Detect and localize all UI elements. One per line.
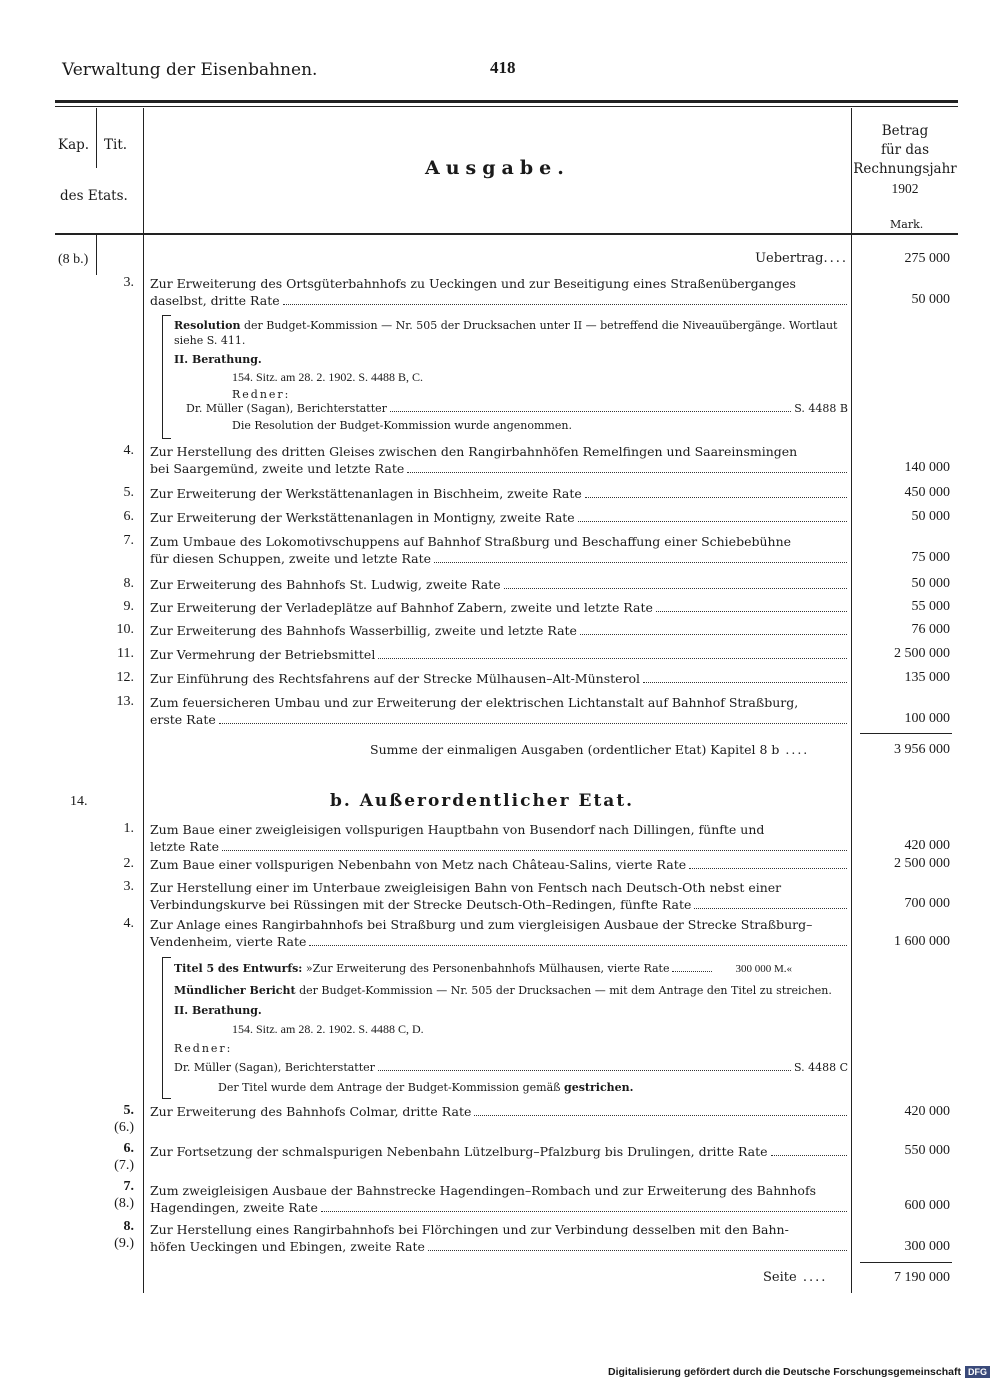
item-amount: 420 000 [904,838,950,853]
item-amount: 600 000 [904,1198,950,1213]
item-text-line2: Vendenheim, vierte Rate [150,934,307,949]
item-amount: 420 000 [904,1104,950,1119]
item-num: 3. [123,879,134,894]
resolution-beratung: II. Berathung. [174,353,262,366]
item-text-line2: letzte Rate [150,839,219,854]
item-text-line1: Zur Erweiterung der Verladeplätze auf Bahnhof Zabern, zweite und letzte Rate [150,600,653,615]
item-text-line2: Verbindungskurve bei Rüssingen mit der Strecke Deutsch-Oth–Redingen, fünfte Rate [150,897,692,912]
seite-row: Seite .... [763,1270,828,1285]
resolution-redner: Redner: [232,388,291,401]
col-header-ausgabe: Ausgabe. [425,157,570,179]
header-separator [55,233,958,235]
item-text [150,1221,850,1255]
item-text-line1: Zur Herstellung eines Rangirbahnhofs bei Flörchingen und zur Verbindung desselben mit den Bahn- [150,1222,789,1237]
item-text-line2: Hagendingen, zweite Rate [150,1200,318,1215]
item-text [150,670,850,687]
note-result [218,1080,633,1095]
seite-rule [860,1262,952,1263]
item-text-line1: Zur Fortsetzung der schmalspurigen Nebenbahn Lützelburg–Pfalzburg bis Drulingen, dritte Rate [150,1144,768,1159]
item-num: 7. [123,533,134,548]
top-rule-thick [55,100,958,103]
item-num: 11. [117,646,134,661]
uebertrag-label: Uebertrag [755,251,824,266]
col-header-des-etats: des Etats. [60,188,128,204]
item-num: 1. [123,821,134,836]
uebertrag-row: Uebertrag .... [755,251,848,266]
resolution-sitzung: 154. Sitz. am 28. 2. 1902. S. 4488 B, C. [232,370,424,384]
item-text [150,622,850,639]
resolution-speaker-page: S. 4488 B [794,402,848,415]
item-text [150,509,850,526]
item-amount: 76 000 [911,622,950,637]
item-num: 8. [123,1219,134,1234]
item-num: 6. [123,1141,134,1156]
amount-header-line2: für das [880,142,930,158]
titel-note-row [174,961,846,977]
note-speaker: Dr. Müller (Sagan), Berichterstatter [174,1061,375,1074]
item-text-line1: Zur Anlage eines Rangirbahnhofs bei Straßburg und zum viergleisigen Ausbaue der Strecke Straßburg– [150,917,813,932]
note-redner: Redner: [174,1042,233,1055]
item-num: 13. [116,694,134,709]
resolution-speaker-row [186,401,848,416]
note-bracket [162,315,171,439]
note-beratung: II. Berathung. [174,1004,262,1017]
resolution-note [174,318,846,348]
item-text [150,879,850,913]
item-amount: 2 500 000 [894,646,950,661]
item-sub-num: (8.) [114,1196,134,1211]
running-header-title: Verwaltung der Eisenbahnen. [62,60,318,80]
summe-label: Summe der einmaligen Ausgaben (ordentlicher Etat) Kapitel 8 b [370,742,780,757]
digitization-footer [608,1366,990,1378]
resolution-result: Die Resolution der Budget-Kommission wurde angenommen. [232,419,572,432]
amount-header-line3: Rechnungsjahr [853,161,957,177]
note-result-bold: gestrichen. [564,1081,634,1094]
item-num: 5. [123,1103,134,1118]
item-text-line2: erste Rate [150,712,216,727]
top-rule-thin [55,106,958,107]
item-text-line1: Zur Erweiterung des Bahnhofs Colmar, dritte Rate [150,1104,472,1119]
item-text-line2: für diesen Schuppen, zweite und letzte Rate [150,551,432,566]
summe-row: Summe der einmaligen Ausgaben (ordentlicher Etat) Kapitel 8 b .... [370,742,810,757]
page-number: 418 [490,58,516,77]
item-text [150,576,850,593]
item-amount: 75 000 [911,550,950,565]
tit-main-divider [143,108,144,1293]
item-num: 12. [116,670,134,685]
bericht-label: Mündlicher Bericht [174,984,296,997]
amount-header-year: 1902 [891,181,919,196]
item-text [150,821,850,855]
note-speaker-row [174,1060,848,1075]
item-text-line1: Zur Erweiterung der Werkstättenanlagen in Montigny, zweite Rate [150,510,575,525]
item-amount: 50 000 [911,509,950,524]
item-text [150,1182,850,1216]
kap-14: 14. [70,794,88,809]
col-header-kap: Kap. [58,137,90,153]
seite-amount: 7 190 000 [894,1270,950,1285]
item-text [150,533,850,567]
item-sub-num: (9.) [114,1236,134,1251]
item-sub-num: (6.) [114,1120,134,1135]
bericht-text: der Budget-Kommission — Nr. 505 der Drucksachen — mit dem Antrage den Titel zu streichen. [299,984,832,997]
item-amount: 100 000 [904,711,950,726]
titel-amount: 300 000 M.« [735,963,793,975]
item-text-line1: Zur Herstellung des dritten Gleises zwischen den Rangirbahnhöfen Remelfingen und Saareinsmingen [150,444,798,459]
item-num: 7. [123,1179,134,1194]
item-text-line1: Zur Erweiterung der Werkstättenanlagen in Bischheim, zweite Rate [150,486,582,501]
item-text-line1: Zur Einführung des Rechtsfahrens auf der Strecke Mülhausen–Alt-Münsterol [150,671,641,686]
uebertrag-amount: 275 000 [904,251,950,266]
item-num: 5. [123,485,134,500]
item-text-line1: Zur Vermehrung der Betriebsmittel [150,647,376,662]
resolution-speaker: Dr. Müller (Sagan), Berichterstatter [186,402,387,415]
item-text-line1: Zur Erweiterung des Ortsgüterbahnhofs zu Ueckingen und zur Beseitigung eines Straßenüberganges [150,276,796,291]
item-num: 4. [123,443,134,458]
item-amount: 300 000 [904,1239,950,1254]
titel-text: »Zur Erweiterung des Personenbahnhofs Mülhausen, vierte Rate [305,962,670,975]
amount-unit: Mark. [890,218,924,231]
item-text-line1: Zur Erweiterung des Bahnhofs St. Ludwig, zweite Rate [150,577,501,592]
item-num: 2. [123,856,134,871]
resolution-text: der Budget-Kommission — Nr. 505 der Drucksachen unter II — betreffend die Niveauübergänge. Wortlaut siehe S. 411. [174,319,838,347]
item-amount: 55 000 [911,599,950,614]
item-text [150,916,850,950]
item-text [150,694,850,728]
item-text-line1: Zum Baue einer zweigleisigen vollspurigen Hauptbahn von Busendorf nach Dillingen, fünfte und [150,822,765,837]
sum-rule [860,733,952,734]
col-header-amount [852,122,958,198]
kap-8b: (8 b.) [58,252,89,267]
item-text-line1: Zum Baue einer vollspurigen Nebenbahn von Metz nach Château-Salins, vierte Rate [150,857,687,872]
item-amount: 550 000 [904,1143,950,1158]
note-bracket [162,957,171,1099]
footer-text: Digitalisierung gefördert durch die Deutsche Forschungsgemeinschaft [608,1366,961,1378]
item-text [150,856,850,873]
item-amount: 450 000 [904,485,950,500]
amount-header-line1: Betrag [881,123,929,139]
item-num: 3. [123,275,134,290]
item-text [150,275,850,309]
seite-label: Seite [763,1270,797,1285]
item-text [150,1143,850,1160]
kap-tit-divider-body [96,235,97,275]
item-amount: 2 500 000 [894,856,950,871]
dfg-logo: DFG [965,1366,990,1378]
resolution-title: Resolution [174,319,241,332]
kap-tit-divider [96,108,97,168]
item-num: 8. [123,576,134,591]
item-amount: 1 600 000 [894,934,950,949]
item-num: 9. [123,599,134,614]
item-text [150,485,850,502]
item-text-line1: Zur Herstellung einer im Unterbaue zweigleisigen Bahn von Fentsch nach Deutsch-Oth nebst einer [150,880,782,895]
item-text-line1: Zur Erweiterung des Bahnhofs Wasserbillig, zweite und letzte Rate [150,623,577,638]
summe-amount: 3 956 000 [894,742,950,757]
item-text [150,443,850,477]
note-sitzung: 154. Sitz. am 28. 2. 1902. S. 4488 C, D. [232,1022,424,1036]
note-result-text: Der Titel wurde dem Antrage der Budget-Kommission gemäß [218,1081,561,1094]
item-text-line1: Zum Umbaue des Lokomotivschuppens auf Bahnhof Straßburg und Beschaffung einer Schiebebühne [150,534,792,549]
item-text-line2: daselbst, dritte Rate [150,293,280,308]
item-sub-num: (7.) [114,1158,134,1173]
titel-label: Titel 5 des Entwurfs: [174,962,303,975]
item-text-line1: Zum zweigleisigen Ausbaue der Bahnstrecke Hagendingen–Rombach und zur Erweiterung des Bahnhofs [150,1183,816,1198]
item-amount: 135 000 [904,670,950,685]
item-text-line1: Zum feuersicheren Umbau und zur Erweiterung der elektrischen Lichtanstalt auf Bahnhof Straßburg, [150,695,799,710]
section-b-title: b. Außerordentlicher Etat. [330,791,635,811]
item-num: 6. [123,509,134,524]
bericht-note [174,983,846,998]
item-text [150,599,850,616]
item-text [150,1103,850,1120]
note-speaker-page: S. 4488 C [793,1061,848,1074]
item-num: 10. [116,622,134,637]
item-amount: 140 000 [904,460,950,475]
item-amount: 50 000 [911,292,950,307]
item-num: 4. [123,916,134,931]
item-amount: 50 000 [911,576,950,591]
item-text-line2: höfen Ueckingen und Ebingen, zweite Rate [150,1239,425,1254]
item-text [150,646,850,663]
item-text-line2: bei Saargemünd, zweite und letzte Rate [150,461,405,476]
col-header-tit: Tit. [104,137,128,153]
item-amount: 700 000 [904,896,950,911]
